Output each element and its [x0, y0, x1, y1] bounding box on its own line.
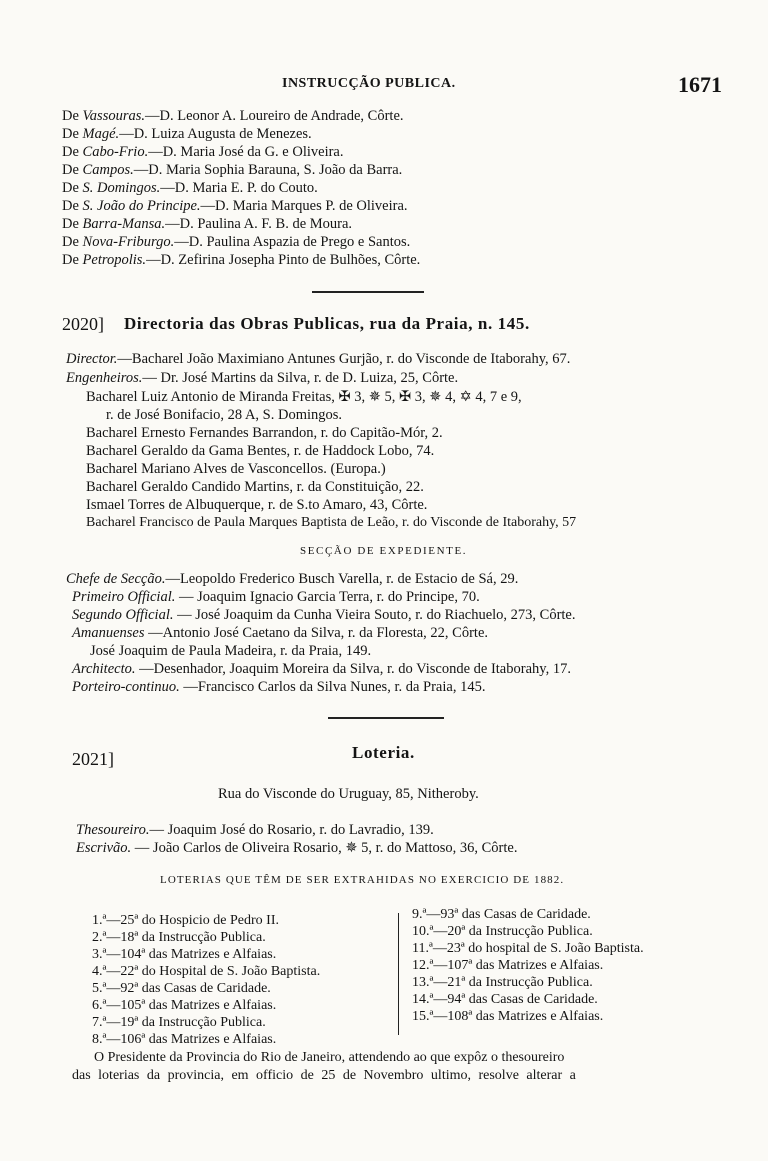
staff-line: Segundo Official. — José Joaquim da Cunha Vieira Souto, r. do Riachuelo, 273, Côrte.	[72, 607, 576, 623]
lottery-item: 9.ª—93ª das Casas de Caridade.	[412, 907, 591, 922]
staff-line: Bacharel Geraldo da Gama Bentes, r. de Haddock Lobo, 74.	[86, 443, 435, 459]
subsection-heading: LOTERIAS QUE TÊM DE SER EXTRAHIDAS NO EXERCICIO DE 1882.	[160, 874, 565, 886]
lottery-item: 14.ª—94ª das Casas de Caridade.	[412, 992, 598, 1007]
lottery-item: 5.ª—92ª das Casas de Caridade.	[92, 981, 271, 996]
lottery-item: 13.ª—21ª da Instrucção Publica.	[412, 975, 593, 990]
section-divider	[312, 291, 424, 293]
school-line: De Magé.—D. Luiza Augusta de Menezes.	[62, 126, 312, 142]
staff-line: Bacharel Geraldo Candido Martins, r. da Constituição, 22.	[86, 479, 424, 495]
school-line: De S. João do Principe.—D. Maria Marques P. de Oliveira.	[62, 198, 408, 214]
page-number: 1671	[678, 72, 722, 97]
column-divider	[398, 913, 399, 1035]
section-number: 2020]	[62, 314, 104, 334]
staff-line: Architecto. —Desenhador, Joaquim Moreira da Silva, r. do Visconde de Itaborahy, 17.	[72, 661, 571, 677]
school-line: De Petropolis.—D. Zefirina Josepha Pinto de Bulhões, Côrte.	[62, 252, 421, 268]
section-divider	[328, 717, 444, 719]
lottery-item: 10.ª—20ª da Instrucção Publica.	[412, 924, 593, 939]
lottery-item: 1.ª—25ª do Hospicio de Pedro II.	[92, 913, 279, 928]
clerk-line: Escrivão. — João Carlos de Oliveira Rosario, ✵ 5, r. do Mattoso, 36, Côrte.	[76, 840, 518, 856]
section-title: Directoria das Obras Publicas, rua da Praia, n. 145.	[124, 314, 530, 333]
school-line: De Cabo-Frio.—D. Maria José da G. e Oliveira.	[62, 144, 344, 160]
subsection-heading: SECÇÃO DE EXPEDIENTE.	[300, 545, 468, 557]
staff-line: José Joaquim de Paula Madeira, r. da Praia, 149.	[90, 643, 372, 659]
staff-line: Chefe de Secção.—Leopoldo Frederico Busch Varella, r. de Estacio de Sá, 29.	[66, 571, 519, 587]
treasurer-line: Thesoureiro.— Joaquim José do Rosario, r. do Lavradio, 139.	[76, 822, 434, 838]
lottery-address: Rua do Visconde do Uruguay, 85, Nitheroby.	[218, 786, 479, 802]
lottery-item: 3.ª—104ª das Matrizes e Alfaias.	[92, 947, 277, 962]
lottery-item: 7.ª—19ª da Instrucção Publica.	[92, 1015, 266, 1030]
lottery-item: 15.ª—108ª das Matrizes e Alfaias.	[412, 1009, 604, 1024]
lottery-item: 8.ª—106ª das Matrizes e Alfaias.	[92, 1032, 277, 1047]
staff-line: Bacharel Luiz Antonio de Miranda Freitas, ✠ 3, ✵ 5, ✠ 3, ✵ 4, ✡ 4, 7 e 9,	[86, 389, 522, 405]
school-line: De Nova-Friburgo.—D. Paulina Aspazia de Prego e Santos.	[62, 234, 411, 250]
staff-line: Porteiro-continuo. —Francisco Carlos da Silva Nunes, r. da Praia, 145.	[72, 679, 486, 695]
staff-line: Bacharel Ernesto Fernandes Barrandon, r. do Capitão-Mór, 2.	[86, 425, 443, 441]
staff-line: Amanuenses —Antonio José Caetano da Silva, r. da Floresta, 22, Côrte.	[72, 625, 489, 641]
school-line: De Barra-Mansa.—D. Paulina A. F. B. de Moura.	[62, 216, 353, 232]
lottery-item: 2.ª—18ª da Instrucção Publica.	[92, 930, 266, 945]
running-title: INSTRUCÇÃO PUBLICA.	[282, 76, 456, 91]
staff-line: Ismael Torres de Albuquerque, r. de S.to Amaro, 43, Côrte.	[86, 497, 428, 513]
lottery-item: 4.ª—22ª do Hospital de S. João Baptista.	[92, 964, 321, 979]
school-line: De Vassouras.—D. Leonor A. Loureiro de Andrade, Côrte.	[62, 108, 404, 124]
director-line: Director.—Bacharel João Maximiano Antunes Gurjão, r. do Visconde de Itaborahy, 67.	[66, 351, 571, 367]
staff-line: Primeiro Official. — Joaquim Ignacio Garcia Terra, r. do Principe, 70.	[72, 589, 480, 605]
page-header	[0, 74, 768, 98]
engineers-line: Engenheiros.— Dr. José Martins da Silva, r. de D. Luiza, 25, Côrte.	[66, 370, 459, 386]
staff-line: Bacharel Mariano Alves de Vasconcellos. (Europa.)	[86, 461, 386, 477]
lottery-item: 6.ª—105ª das Matrizes e Alfaias.	[92, 998, 277, 1013]
staff-line: Bacharel Francisco de Paula Marques Baptista de Leão, r. do Visconde de Itaborahy, 57	[86, 515, 577, 530]
staff-line: r. de José Bonifacio, 28 A, S. Domingos.	[106, 407, 343, 423]
school-line: De S. Domingos.—D. Maria E. P. do Couto.	[62, 180, 318, 196]
section-title: Loteria.	[352, 743, 415, 762]
closing-paragraph-line: O Presidente da Provincia do Rio de Janeiro, attendendo ao que expôz o thesoureiro	[94, 1050, 565, 1065]
school-line: De Campos.—D. Maria Sophia Barauna, S. João da Barra.	[62, 162, 403, 178]
closing-paragraph-line: das loterias da provincia, em officio de 25 de Novembro ultimo, resolve alterar a	[72, 1068, 576, 1083]
lottery-item: 12.ª—107ª das Matrizes e Alfaias.	[412, 958, 604, 973]
section-number: 2021]	[72, 749, 114, 769]
lottery-item: 11.ª—23ª do hospital de S. João Baptista.	[412, 941, 644, 956]
